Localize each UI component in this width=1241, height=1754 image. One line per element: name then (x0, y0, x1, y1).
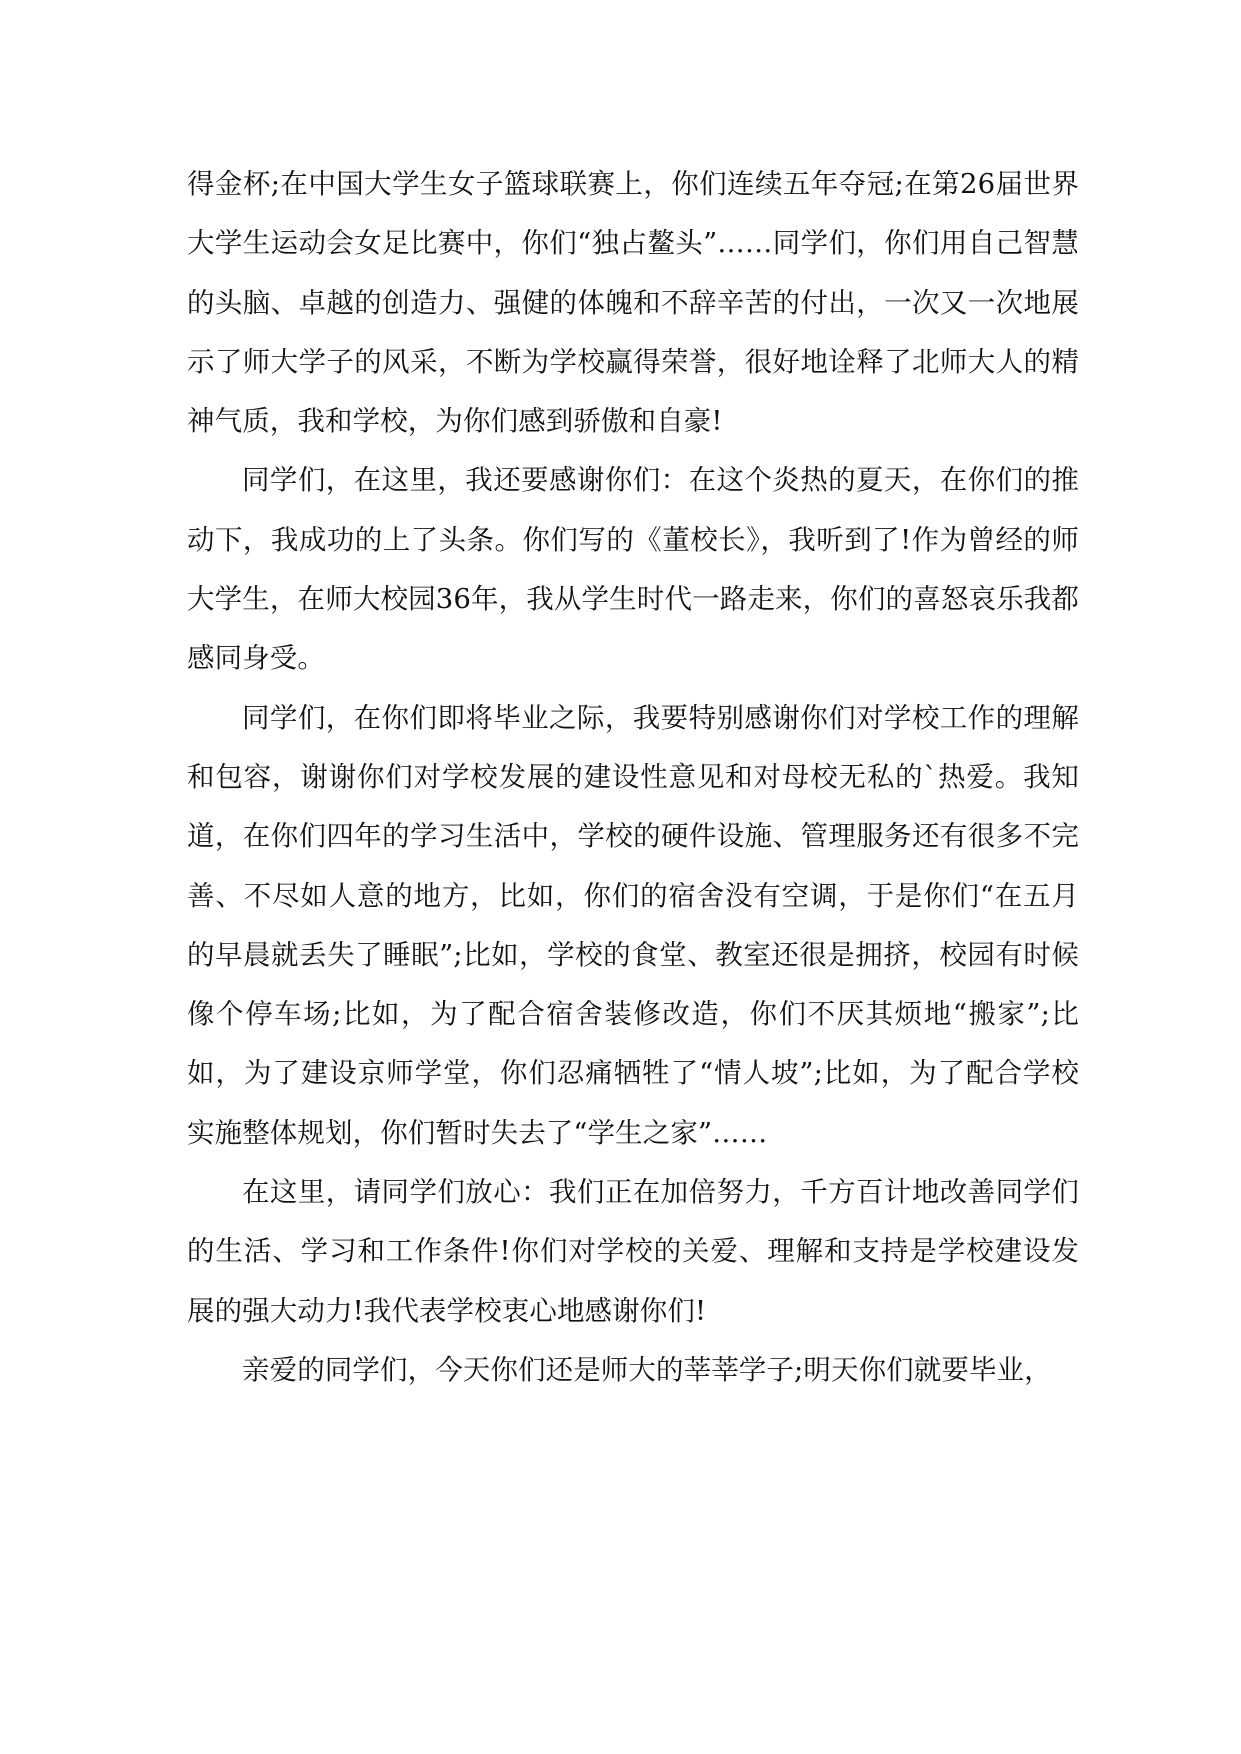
document-body (187, 155, 1079, 1400)
paragraph-3: 同学们，在你们即将毕业之际，我要特别感谢你们对学校工作的理解和包容，谢谢你们对学校发展的建设性意见和对母校无私的`热爱。我知道，在你们四年的学习生活中，学校的硬件设施、管理服务还有很多不完善、不尽如人意的地方，比如，你们的宿舍没有空调，于是你们“在五月的早晨就丢失了睡眠”;比如，学校的食堂、教室还很是拥挤，校园有时候像个停车场;比如，为了配合宿舍装修改造，你们不厌其烦地“搬家”;比如，为了建设京师学堂，你们忍痛牺牲了“情人坡”;比如，为了配合学校实施整体规划，你们暂时失去了“学生之家”…… (187, 701, 1079, 1149)
paragraph-4: 在这里，请同学们放心：我们正在加倍努力，千方百计地改善同学们的生活、学习和工作条件!你们对学校的关爱、理解和支持是学校建设发展的强大动力!我代表学校衷心地感谢你们! (187, 1176, 1079, 1327)
paragraph-5: 亲爱的同学们，今天你们还是师大的莘莘学子;明天你们就要毕业， (242, 1353, 1052, 1386)
paragraph-1: 得金杯;在中国大学生女子篮球联赛上，你们连续五年夺冠;在第26届世界大学生运动会女足比赛中，你们“独占鳌头”……同学们，你们用自己智慧的头脑、卓越的创造力、强健的体魄和不辞辛苦的付出，一次又一次地展示了师大学子的风采，不断为学校赢得荣誉，很好地诠释了北师大人的精神气质，我和学校，为你们感到骄傲和自豪! (187, 168, 1079, 438)
paragraph-2: 同学们，在这里，我还要感谢你们：在这个炎热的夏天，在你们的推动下，我成功的上了头条。你们写的《董校长》，我听到了!作为曾经的师大学生，在师大校园36年，我从学生时代一路走来，你们的喜怒哀乐我都感同身受。 (187, 464, 1079, 675)
